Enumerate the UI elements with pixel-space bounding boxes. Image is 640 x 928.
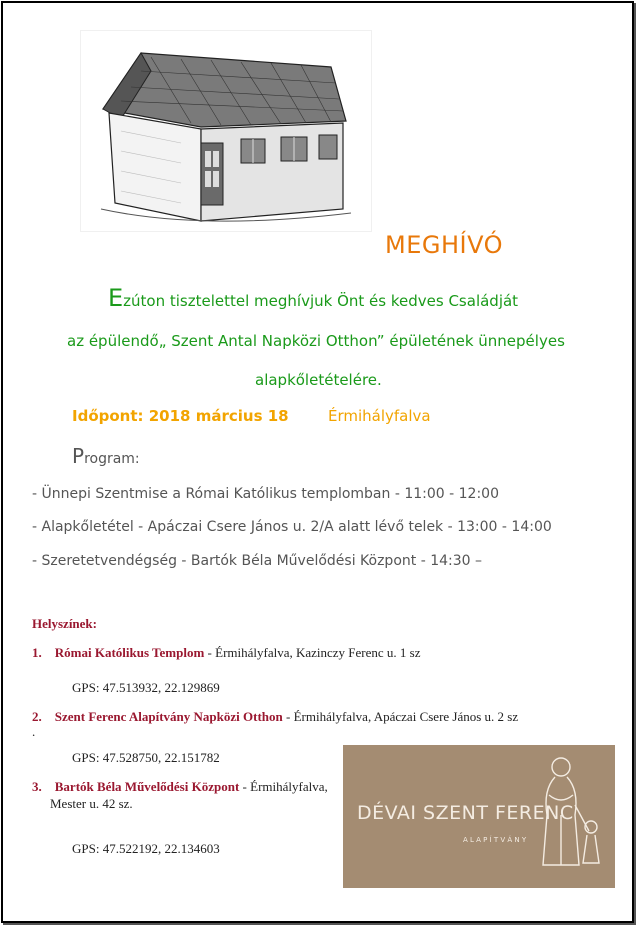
location-name: Szent Ferenc Alapítvány Napközi Otthon	[54, 709, 283, 724]
location-address: Érmihályfalva,	[250, 779, 328, 794]
event-place: Érmihályfalva	[328, 407, 431, 425]
location-address-line-2: Mester u. 42 sz.	[50, 796, 133, 811]
location-gps: GPS: 47.528750, 22.151782	[72, 750, 220, 765]
location-name: Bartók Béla Művelődési Központ	[54, 779, 240, 794]
program-title	[72, 444, 140, 468]
program-title-text: rogram:	[84, 451, 140, 467]
logo-name: DÉVAI SZENT FERENC	[357, 802, 574, 824]
location-number: 1.	[32, 645, 42, 660]
location-gps: GPS: 47.513932, 22.129869	[72, 680, 220, 695]
invite-line-1	[108, 284, 518, 312]
location-item	[32, 709, 518, 725]
invite-line-1-text: zúton tisztelettel meghívjuk Önt és kedves Családját	[123, 292, 519, 310]
invite-line-3: alapkőletételére.	[255, 371, 382, 389]
invite-initial: E	[108, 284, 124, 312]
location-name: Római Katólikus Templom	[54, 645, 205, 660]
location-gps: GPS: 47.522192, 22.134603	[72, 841, 220, 856]
location-separator: -	[204, 645, 216, 660]
invite-line-2: az épülendő„ Szent Antal Napközi Otthon” épületének ünnepélyes	[67, 332, 565, 350]
program-item: - Ünnepi Szentmise a Római Katólikus templomban - 11:00 - 12:00	[32, 486, 499, 502]
location-address-line-2: .	[32, 724, 36, 739]
location-address: Érmihályfalva, Kazinczy Ferenc u. 1 sz	[215, 645, 421, 660]
locations-title: Helyszínek:	[32, 616, 97, 631]
program-initial: P	[72, 444, 85, 468]
location-item	[32, 779, 328, 795]
event-date: Időpont: 2018 március 18	[72, 407, 289, 425]
location-number: 2.	[32, 709, 42, 724]
invitation-title: MEGHÍVÓ	[385, 231, 503, 259]
foundation-logo	[343, 745, 615, 888]
program-item: - Szeretetvendégség - Bartók Béla Művelődési Központ - 14:30 –	[32, 553, 482, 569]
location-separator: -	[282, 709, 294, 724]
location-separator: -	[239, 779, 251, 794]
location-address: Érmihályfalva, Apáczai Csere János u. 2 sz	[293, 709, 519, 724]
program-item: - Alapkőletétel - Apáczai Csere János u. 2/A alatt lévő telek - 13:00 - 14:00	[32, 519, 552, 535]
house-sketch-image	[80, 30, 372, 232]
location-item	[32, 645, 421, 661]
location-number: 3.	[32, 779, 42, 794]
logo-subtitle: A L A P Í T V Á N Y	[463, 836, 527, 844]
